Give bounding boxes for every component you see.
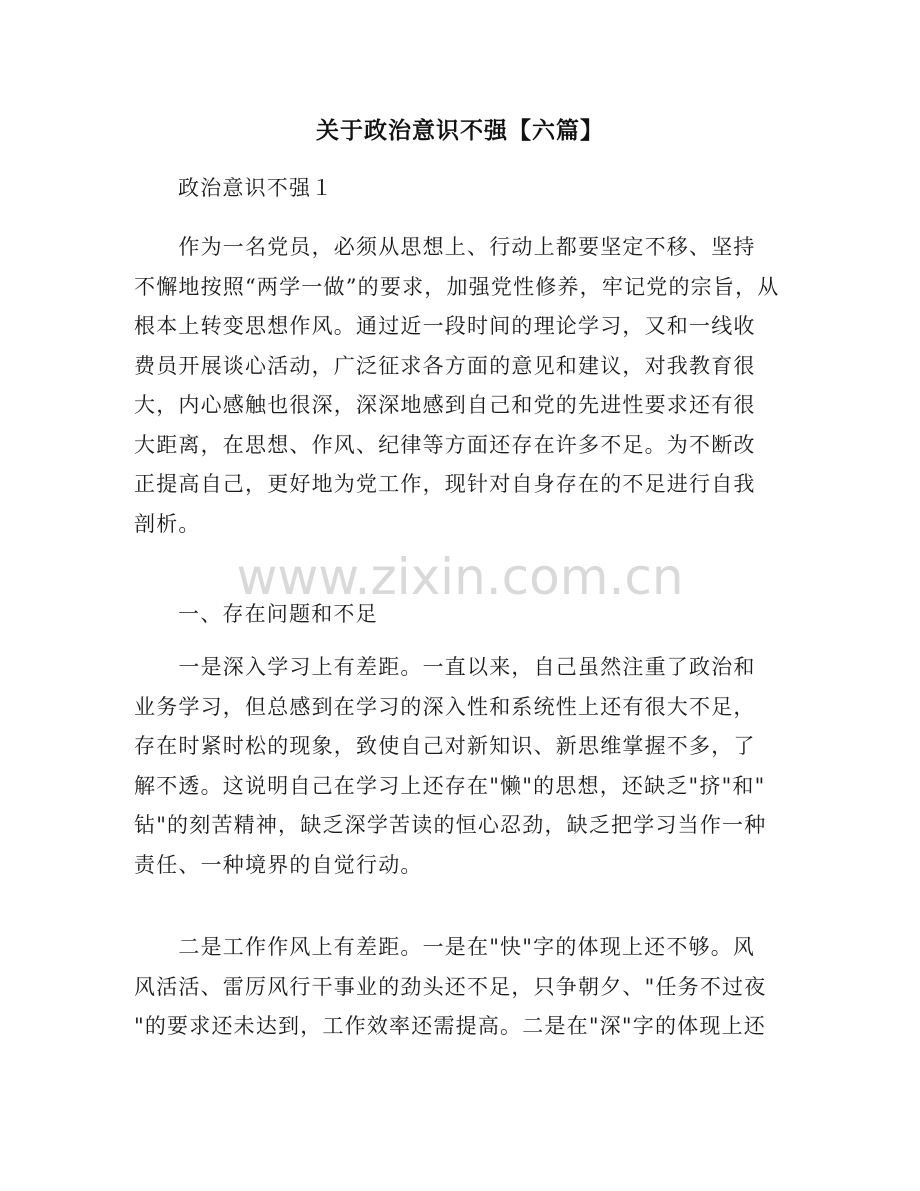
text-line: 不懈地按照“两学一做”的要求，加强党性修养，牢记党的宗旨，从 (134, 274, 780, 299)
text-line: 大，内心感触也很深，深深地感到自己和党的先进性要求还有很 (134, 393, 756, 417)
text-line: 业务学习，但总感到在学习的深入性和系统性上还有很大不足， (134, 694, 756, 719)
text-line: 一是深入学习上有差距。一直以来，自己虽然注重了政治和 (134, 655, 756, 679)
paragraph-2 (134, 648, 794, 885)
paragraph-1 (134, 228, 794, 544)
text-line: 费员开展谈心活动，广泛征求各方面的意见和建议，对我教育很 (134, 353, 756, 378)
document-title: 关于政治意识不强【六篇】 (316, 117, 604, 144)
paragraph-3 (134, 928, 794, 1047)
text-line: 剖析。 (134, 511, 201, 536)
text-line: 大距离，在思想、作风、纪律等方面还存在许多不足。为不断改 (134, 432, 756, 457)
text-line: 存在时紧时松的现象，致使自己对新知识、新思维掌握不多，了 (134, 734, 756, 758)
text-line: 正提高自己，更好地为党工作，现针对自身存在的不足进行自我 (134, 472, 756, 496)
text-line: 责任、一种境界的自觉行动。 (134, 852, 423, 877)
subheading-problems: 一、存在问题和不足 (178, 602, 378, 626)
text-line: "的要求还未达到，工作效率还需提高。二是在"深"字的体现上还 (134, 1014, 766, 1038)
text-line: 根本上转变思想作风。通过近一段时间的理论学习，又和一线收 (134, 314, 756, 338)
text-line: 钻"的刻苦精神，缺乏深学苦读的恒心忍劲，缺乏把学习当作一种 (134, 813, 767, 837)
text-line: 风活活、雷厉风行干事业的劲头还不足，只争朝夕、"任务不过夜 (134, 974, 767, 999)
text-line: 作为一名党员，必须从思想上、行动上都要坚定不移、坚持 (134, 235, 756, 259)
section-heading: 政治意识不强１ (178, 176, 334, 200)
text-line: 二是工作作风上有差距。一是在"快"字的体现上还不够。风 (134, 935, 756, 959)
text-line: 解不透。这说明自己在学习上还存在"懒"的思想，还缺乏"挤"和" (134, 773, 766, 798)
watermark: www.zixin.com.cn (236, 548, 684, 606)
